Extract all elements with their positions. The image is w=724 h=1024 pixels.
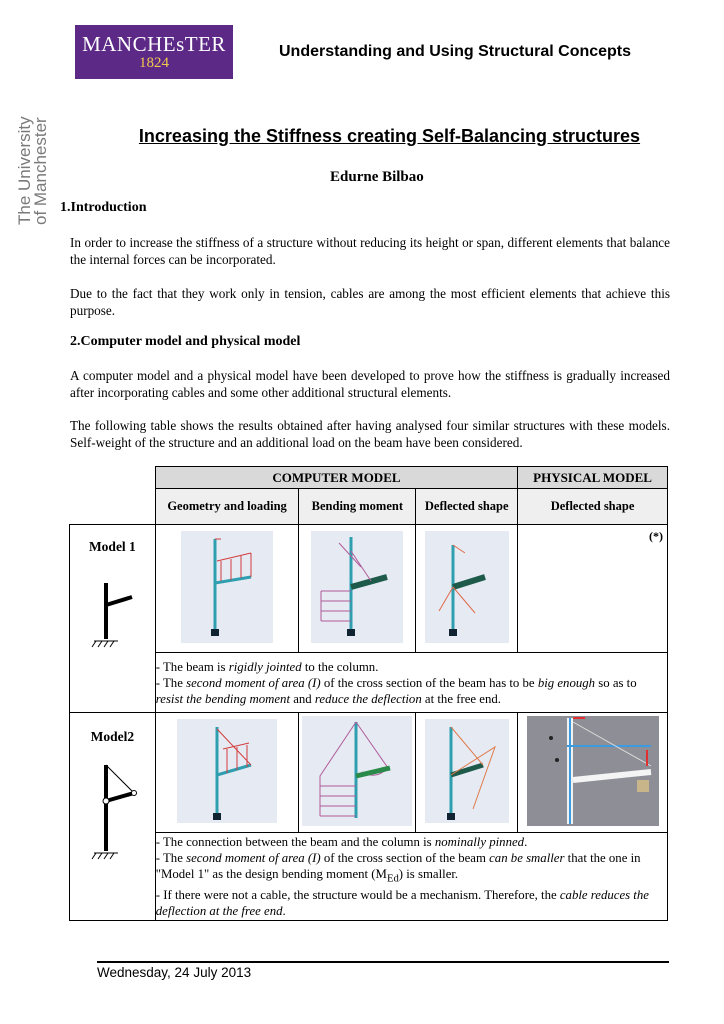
model2-notes: [155, 833, 667, 921]
author: Edurne Bilbao: [330, 169, 424, 185]
model1-note-1: - The beam is rigidly jointed to the column.: [155, 659, 379, 674]
model2-geometry: [155, 713, 299, 833]
model2-bending: [299, 713, 416, 833]
model2-note-1: - The connection between the beam and the column is nominally pinned.: [155, 834, 528, 849]
model1-note-2: - The second moment of area (I) of the cross section of the beam has to be big enough so as to resist the bending moment and reduce the deflection at the free end.: [155, 675, 637, 706]
model2-physical-photo: [527, 716, 659, 826]
model1-cell: [70, 525, 156, 713]
model2-cell: [70, 713, 156, 921]
col-bending: Bending moment: [299, 489, 416, 525]
side-wordmark: [17, 85, 51, 225]
logo-name: MANCHEsTER: [82, 32, 226, 56]
model2-geometry-figure: [177, 719, 277, 823]
model1-deflected-figure: [425, 531, 509, 643]
model1-physical: [518, 525, 668, 653]
model1-label: Model 1: [88, 539, 136, 554]
logo-year: 1824: [139, 55, 169, 71]
model2-note-2: - The second moment of area (I) of the cross section of the beam can be smaller that the one in "Model 1" as the design bending moment $(M_{Ed})$ is smaller.: [155, 850, 641, 885]
header-computer-model: COMPUTER MODEL: [155, 467, 517, 489]
university-logo: [75, 25, 233, 79]
model2-physical: [518, 713, 668, 833]
models-paragraph-2: The following table shows the results obtained after having analysed four similar structures with these models. Self-weight of the structure and an additional load on the beam have been considered.: [70, 418, 670, 450]
side-wordmark-line2: of Manchester: [31, 117, 50, 225]
model2-schematic: [82, 751, 142, 861]
model1-geometry-figure: [181, 531, 273, 643]
footer-date: Wednesday, 24 July 2013: [97, 965, 252, 980]
section-heading-models: 2.Computer model and physical model: [70, 334, 301, 349]
header-physical-model: PHYSICAL MODEL: [518, 467, 668, 489]
col-geometry: Geometry and loading: [155, 489, 299, 525]
col-physical-deflected: Deflected shape: [518, 489, 668, 525]
model1-deflected: [416, 525, 518, 653]
model2-deflected: [416, 713, 518, 833]
intro-paragraph-2: Due to the fact that they work only in tension, cables are among the most efficient elements that achieve this purpose.: [70, 286, 670, 318]
model2-label: Model2: [90, 729, 135, 744]
models-paragraph-1: A computer model and a physical model have been developed to prove how the stiffness is gradually increased after incorporating cables and some other additional structural elements.: [70, 368, 670, 400]
section-heading-introduction: 1.Introduction: [60, 200, 147, 215]
model1-bending-figure: [311, 531, 403, 643]
col-deflected: Deflected shape: [416, 489, 518, 525]
side-wordmark-line1: The University: [15, 116, 34, 225]
model2-deflected-figure: [425, 719, 509, 823]
document-title: Increasing the Stiffness creating Self-Balancing structures: [138, 126, 641, 146]
footer-rule: [97, 961, 669, 963]
model1-physical-note-marker: (*): [649, 529, 663, 543]
table-corner: [70, 467, 156, 525]
model1-geometry: [155, 525, 299, 653]
header-title: Understanding and Using Structural Concepts: [279, 43, 632, 60]
model1-schematic: [82, 569, 142, 664]
model1-bending: [299, 525, 416, 653]
model2-bending-figure: [302, 716, 412, 826]
model1-notes: [155, 653, 667, 713]
model2-note-3: - If there were not a cable, the structure would be a mechanism. Therefore, the cable reduces the deflection at the free end.: [155, 888, 649, 919]
intro-paragraph-1: In order to increase the stiffness of a structure without reducing its height or span, different elements that balance the internal forces can be incorporated.: [70, 235, 670, 267]
results-table: [69, 466, 668, 921]
